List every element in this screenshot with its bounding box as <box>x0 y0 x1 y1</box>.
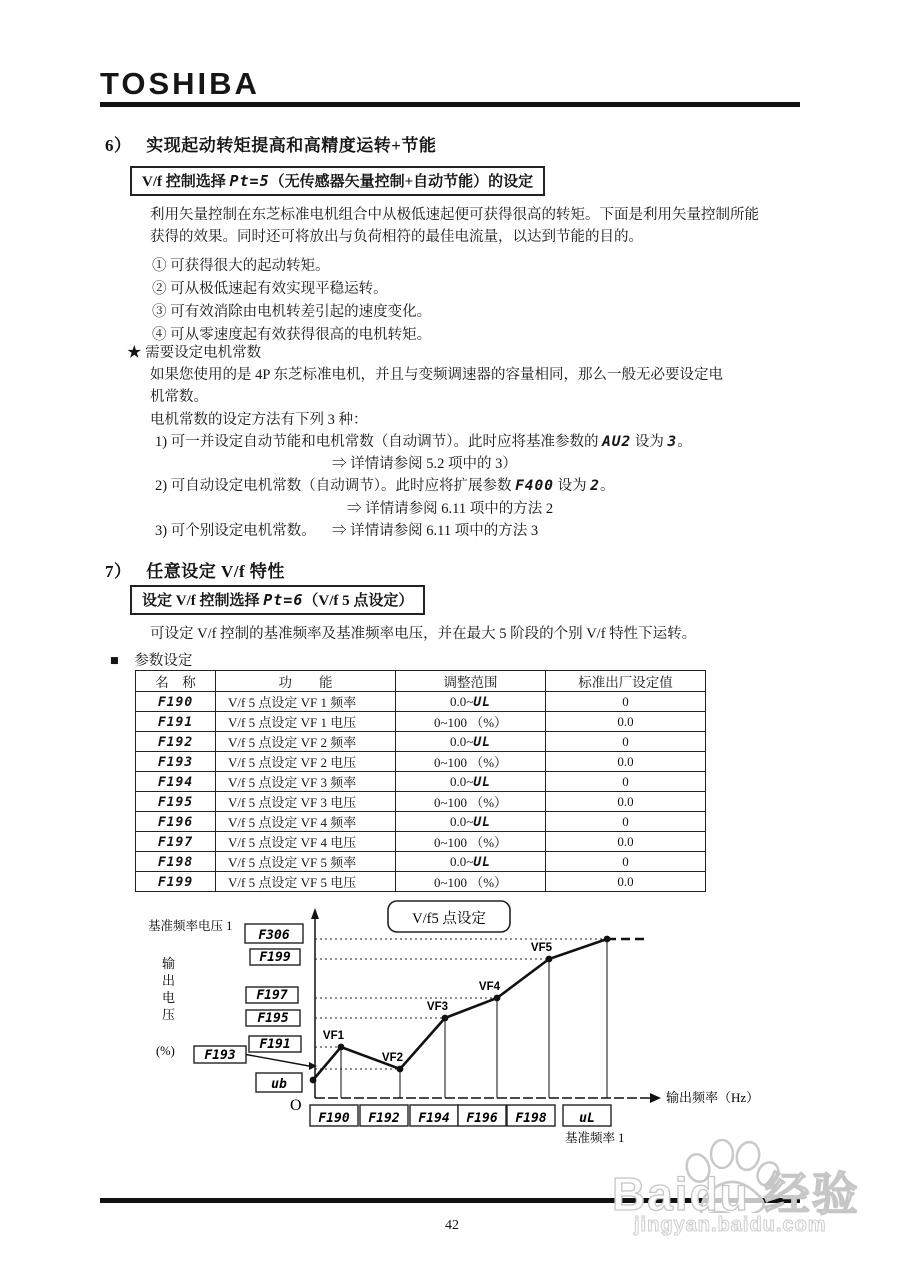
table-cell: 0.0~UL <box>396 732 546 752</box>
table-cell: 0 <box>546 772 706 792</box>
range-seg: UL <box>473 694 491 710</box>
callout-param-label: F193 <box>204 1048 236 1063</box>
point-label: VF4 <box>478 981 500 993</box>
square-bullet-icon: ■ <box>110 653 119 669</box>
param-name-seg: F192 <box>157 734 194 750</box>
point-label: VF1 <box>322 1030 344 1042</box>
watermark-suffix: 经验 <box>763 1168 860 1220</box>
table-cell: 0~100 （%） <box>396 792 546 812</box>
reference-3: ⇒ 详情请参阅 6.11 项中的方法 3 <box>332 523 539 539</box>
y-param-label: F199 <box>259 950 291 965</box>
table-cell: V/f 5 点设定 VF 4 频率 <box>216 812 396 832</box>
point-label: VF3 <box>426 1001 448 1013</box>
point-label: VF5 <box>530 942 552 954</box>
toshiba-logo: TOSHIBA <box>100 66 260 101</box>
table-cell: V/f 5 点设定 VF 5 频率 <box>216 852 396 872</box>
data-point <box>546 956 553 963</box>
range-seg: UL <box>473 814 491 830</box>
data-point <box>397 1066 404 1073</box>
method2-seg-value: 2 <box>590 478 600 494</box>
method2-mid: 设为 <box>554 478 591 494</box>
table-cell: 0.0 <box>546 792 706 812</box>
parameter-table <box>135 670 706 892</box>
x-end-param-label: uL <box>579 1111 595 1126</box>
x-end-label: 基准频率 1 <box>565 1131 625 1145</box>
method2-post: 。 <box>599 478 615 494</box>
table-cell: V/f 5 点设定 VF 3 频率 <box>216 772 396 792</box>
table-cell <box>136 712 216 732</box>
section-7-paragraph: 可设定 V/f 控制的基准频率及基准频率电压，并在最大 5 阶段的个别 V/f 特性下运转。 <box>150 626 697 642</box>
param-name-seg: F194 <box>157 774 194 790</box>
col-header-range: 调整范围 <box>396 671 546 692</box>
method1-seg-param: AU2 <box>602 434 632 450</box>
table-cell: 0 <box>546 692 706 712</box>
y-param-label: F306 <box>258 928 290 943</box>
table-cell: 0.0 <box>546 832 706 852</box>
param-name-seg: F199 <box>157 874 194 890</box>
page-number: 42 <box>445 1218 459 1233</box>
method2-text: 2) 可自动设定电机常数（自动调节）。此时应将扩展参数 <box>155 478 516 494</box>
section-7-title: 任意设定 V/f 特性 <box>146 562 285 581</box>
table-cell <box>136 732 216 752</box>
data-point <box>442 1015 449 1022</box>
feature-item-4: ④ 可从零速度起有效获得很高的电机转矩。 <box>152 327 432 343</box>
x-param-label: F192 <box>368 1111 400 1126</box>
motor-note-line-2: 机常数。 <box>150 389 208 405</box>
feature-item-1: ① 可获得很大的起动转矩。 <box>152 258 330 274</box>
param-section-text: 参数设定 <box>134 653 193 669</box>
x-param-label: F198 <box>515 1111 547 1126</box>
x-axis-arrow <box>650 1093 661 1103</box>
table-row <box>136 872 706 892</box>
box2-seg-param: Pt=6 <box>263 591 304 609</box>
method1-post: 。 <box>677 434 692 450</box>
motor-note-title: ★ 需要设定电机常数 <box>127 345 262 361</box>
vf-chart-svg <box>140 898 800 1160</box>
box1-seg-param: Pt=5 <box>229 172 270 190</box>
y-axis-label-char: 出 <box>162 973 176 988</box>
table-cell <box>136 852 216 872</box>
param-name-seg: F195 <box>157 794 194 810</box>
table-cell: 0~100 （%） <box>396 712 546 732</box>
param-name-seg: F190 <box>157 694 194 710</box>
x-axis-label: 输出频率（Hz） <box>666 1090 760 1105</box>
y-param-label: F191 <box>259 1037 291 1052</box>
table-cell <box>136 872 216 892</box>
method-item-1 <box>155 430 692 451</box>
table-body <box>136 692 706 892</box>
table-cell: V/f 5 点设定 VF 2 电压 <box>216 752 396 772</box>
param-section-label <box>110 649 192 670</box>
box1-pre: V/f 控制选择 <box>142 174 230 190</box>
header-rule <box>100 102 800 107</box>
table-cell <box>136 692 216 712</box>
motor-note-line-1: 如果您使用的是 4P 东芝标准电机，并且与变频调速器的容量相同，那么一般无必要设定电 <box>150 367 724 383</box>
section-6-title: 实现起动转矩提高和高精度运转+节能 <box>146 136 437 155</box>
col-header-function: 功 能 <box>216 671 396 692</box>
feature-item-3: ③ 可有效消除由电机转差引起的速度变化。 <box>152 304 432 320</box>
table-cell: 0~100 （%） <box>396 752 546 772</box>
param-name-seg: F191 <box>157 714 194 730</box>
table-cell: V/f 5 点设定 VF 5 电压 <box>216 872 396 892</box>
y-axis-label-char: 压 <box>162 1007 176 1022</box>
data-point <box>494 995 501 1002</box>
col-header-name: 名 称 <box>136 671 216 692</box>
origin-label: O <box>290 1097 302 1114</box>
intro-line-2: 获得的效果。同时还可将放出与负荷相符的最佳电流量，以达到节能的目的。 <box>150 229 643 245</box>
table-cell: 0.0 <box>546 752 706 772</box>
y-axis-unit: (%) <box>156 1044 175 1058</box>
data-point <box>604 936 611 943</box>
method1-mid: 设为 <box>631 434 668 450</box>
vf-control-box-2 <box>130 585 425 615</box>
table-cell: 0 <box>546 812 706 832</box>
col-header-default: 标准出厂设定值 <box>546 671 706 692</box>
table-row <box>136 852 706 872</box>
table-cell <box>136 752 216 772</box>
table-cell: 0 <box>546 732 706 752</box>
watermark-brand: Baidu <box>612 1168 750 1220</box>
table-cell: V/f 5 点设定 VF 1 频率 <box>216 692 396 712</box>
callout-arrow-line <box>246 1055 309 1067</box>
method-item-2 <box>155 474 614 495</box>
x-param-label: F194 <box>418 1111 450 1126</box>
table-cell: V/f 5 点设定 VF 2 频率 <box>216 732 396 752</box>
method2-seg-param: F400 <box>515 478 554 494</box>
y-param-label: F197 <box>256 988 288 1003</box>
range-seg: UL <box>473 734 491 750</box>
param-name-seg: F196 <box>157 814 194 830</box>
y-axis-label-char: 输 <box>162 956 176 971</box>
range-seg: UL <box>473 774 491 790</box>
motor-note-line-3: 电机常数的设定方法有下列 3 种： <box>150 412 368 428</box>
intro-line-1: 利用矢量控制在东芝标准电机组合中从极低速起便可获得很高的转矩。下面是利用矢量控制所能 <box>150 207 759 223</box>
table-row <box>136 752 706 772</box>
table-row <box>136 712 706 732</box>
point-label: VF2 <box>381 1052 403 1064</box>
watermark-url: jingyan.baidu.com <box>634 1214 827 1236</box>
table-row <box>136 812 706 832</box>
section-7-number: 7） <box>105 562 132 581</box>
table-cell <box>136 812 216 832</box>
reference-1: ⇒ 详情请参阅 5.2 项中的 3） <box>332 456 517 472</box>
table-cell: 0.0~UL <box>396 692 546 712</box>
y-param-label: F195 <box>257 1011 289 1026</box>
chart-title: V/f5 点设定 <box>412 911 486 927</box>
x-param-label: F196 <box>466 1111 498 1126</box>
table-cell: 0.0 <box>546 872 706 892</box>
table-header-row <box>136 671 706 692</box>
table-row <box>136 832 706 852</box>
section-6-number: 6） <box>105 136 132 155</box>
vf-curve <box>313 939 607 1080</box>
method1-text: 1) 可一并设定自动节能和电机常数（自动调节）。此时应将基准参数的 <box>155 434 603 450</box>
table-cell: V/f 5 点设定 VF 3 电压 <box>216 792 396 812</box>
param-name-seg: F198 <box>157 854 194 870</box>
box2-post: （V/f 5 点设定） <box>303 593 414 609</box>
reference-2: ⇒ 详情请参阅 6.11 项中的方法 2 <box>347 501 554 517</box>
feature-item-2: ② 可从极低速起有效实现平稳运转。 <box>152 281 388 297</box>
vf-control-box-1 <box>130 166 545 196</box>
x-param-label: F190 <box>318 1111 350 1126</box>
table-cell: V/f 5 点设定 VF 4 电压 <box>216 832 396 852</box>
boost-param-label: ub <box>271 1077 287 1092</box>
box2-pre: 设定 V/f 控制选择 <box>142 593 264 609</box>
y-axis-label-char: 电 <box>162 990 176 1005</box>
y-axis-top-label: 基准频率电压 1 <box>148 919 233 933</box>
table-cell: 0.0 <box>546 712 706 732</box>
method1-seg-value: 3 <box>667 434 678 450</box>
param-name-seg: F193 <box>157 754 194 770</box>
param-name-seg: F197 <box>157 834 194 850</box>
table-cell <box>136 832 216 852</box>
table-row <box>136 772 706 792</box>
table-cell: 0.0~UL <box>396 812 546 832</box>
table-cell: 0~100 （%） <box>396 832 546 852</box>
table-cell: V/f 5 点设定 VF 1 电压 <box>216 712 396 732</box>
data-point <box>338 1044 345 1051</box>
box1-post: （无传感器矢量控制+自动节能）的设定 <box>269 174 534 190</box>
table-cell: 0 <box>546 852 706 872</box>
range-seg: UL <box>473 854 491 870</box>
table-row <box>136 732 706 752</box>
section-6-heading <box>105 131 436 156</box>
table-cell: 0.0~UL <box>396 852 546 872</box>
table-cell: 0~100 （%） <box>396 872 546 892</box>
table-row <box>136 692 706 712</box>
table-cell: 0.0~UL <box>396 772 546 792</box>
method-item-3: 3) 可个别设定电机常数。 <box>155 523 316 539</box>
table-row <box>136 792 706 812</box>
section-7-heading <box>105 557 285 582</box>
table-cell <box>136 792 216 812</box>
y-axis-arrow <box>311 908 319 919</box>
table-cell <box>136 772 216 792</box>
